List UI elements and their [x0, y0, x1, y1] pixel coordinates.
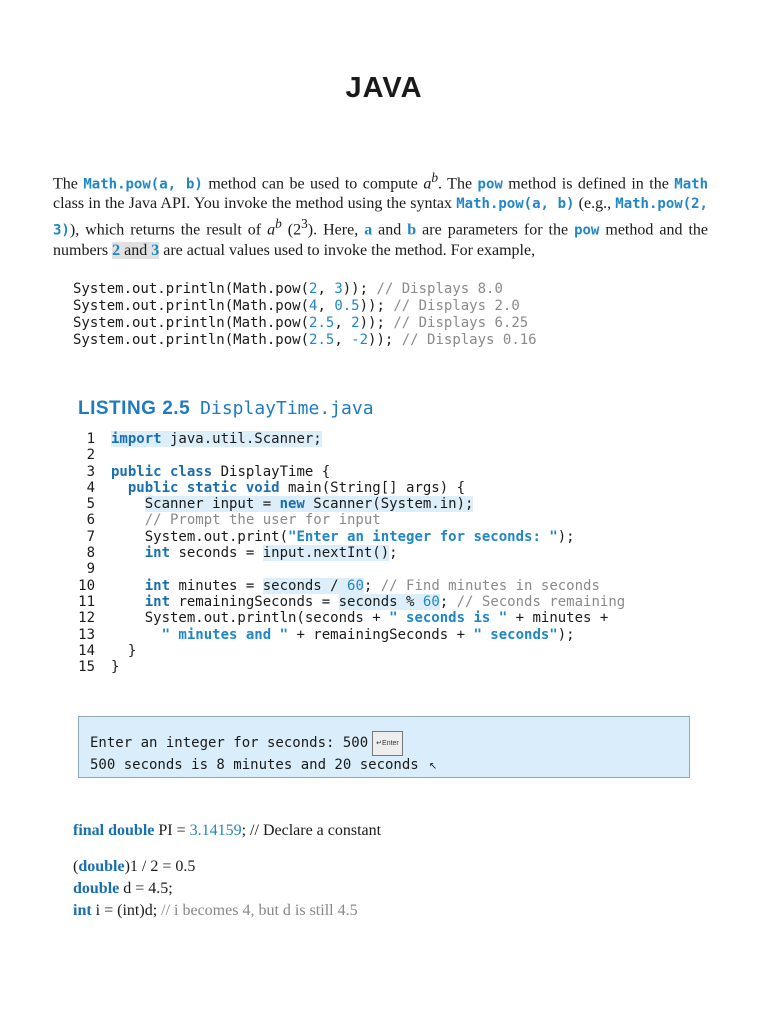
program-output [78, 716, 690, 778]
code-line: 2 [86, 447, 95, 464]
output-line: 500 seconds is 8 minutes and 20 seconds ↖ [90, 757, 438, 773]
code-line: 12 System.out.println(seconds + " seconds is " + minutes + [78, 610, 609, 627]
listing-label: LISTING 2.5 [78, 398, 191, 419]
code-math-pow: Math.pow(a, b) [83, 176, 203, 193]
code-line: 8 int seconds = input.nextInt(); [86, 545, 398, 562]
code-listing [77, 431, 625, 675]
listing-heading [78, 398, 374, 420]
code-line: 4 public static void main(String[] args) { [86, 479, 466, 496]
code-line: 10 int minutes = seconds / 60; // Find minutes in seconds [78, 577, 600, 594]
code-line: 13 " minutes and " + remainingSeconds + " seconds"); [78, 626, 575, 643]
code-line: 6 // Prompt the user for input [86, 512, 381, 529]
pow-examples [73, 281, 537, 349]
snippet-cast: (double)1 / 2 = 0.5 [73, 858, 196, 875]
snippet-constant: final double PI = 3.14159; // Declare a constant [73, 822, 382, 839]
snippet-double-decl: double d = 4.5; [73, 880, 173, 897]
enter-key-icon: ↵Enter [372, 731, 403, 756]
intro-paragraph: The Math.pow(a, b) method can be used to compute $a^b$. The pow method is defined in the Math class in the Java API. You invoke the method using the syntax Math.pow(a, b) (e.g., Math.pow(2, 3)), which returns the result of $a^b$ $(2^3)$. Here, a and b are parameters for the pow method and the numbers 2 and 3 are actual values used to invoke the method. For example, [53, 170, 708, 259]
code-line: 14 } [78, 642, 137, 659]
output-line: Enter an integer for seconds: 500 ↵Enter [90, 731, 689, 756]
code-line: 3 public class DisplayTime { [86, 463, 331, 480]
code-line: 15 } [78, 659, 120, 676]
code-line: 9 [86, 561, 95, 578]
code-line: 5 Scanner input = new Scanner(System.in); [86, 496, 474, 513]
code-line: 11 int remainingSeconds = seconds % 60; // Seconds remaining [78, 593, 626, 610]
snippet-int-cast: int i = (int)d; // i becomes 4, but d is still 4.5 [73, 902, 358, 919]
code-line: 7 System.out.print("Enter an integer for seconds: "); [86, 528, 575, 545]
code-line: 1 import java.util.Scanner; [86, 431, 322, 447]
code-line: System.out.println(Math.pow(4, 0.5)); // Displays 2.0 [73, 298, 520, 314]
page-title: JAVA [345, 72, 423, 104]
code-line: System.out.println(Math.pow(2.5, -2)); // Displays 0.16 [73, 332, 537, 348]
code-line: System.out.println(Math.pow(2, 3)); // Displays 8.0 [73, 281, 503, 297]
code-line: System.out.println(Math.pow(2.5, 2)); // Displays 6.25 [73, 315, 529, 331]
mouse-cursor-icon: ↖ [428, 761, 438, 772]
input-value: 500 [342, 735, 369, 751]
listing-filename: DisplayTime.java [200, 398, 374, 419]
